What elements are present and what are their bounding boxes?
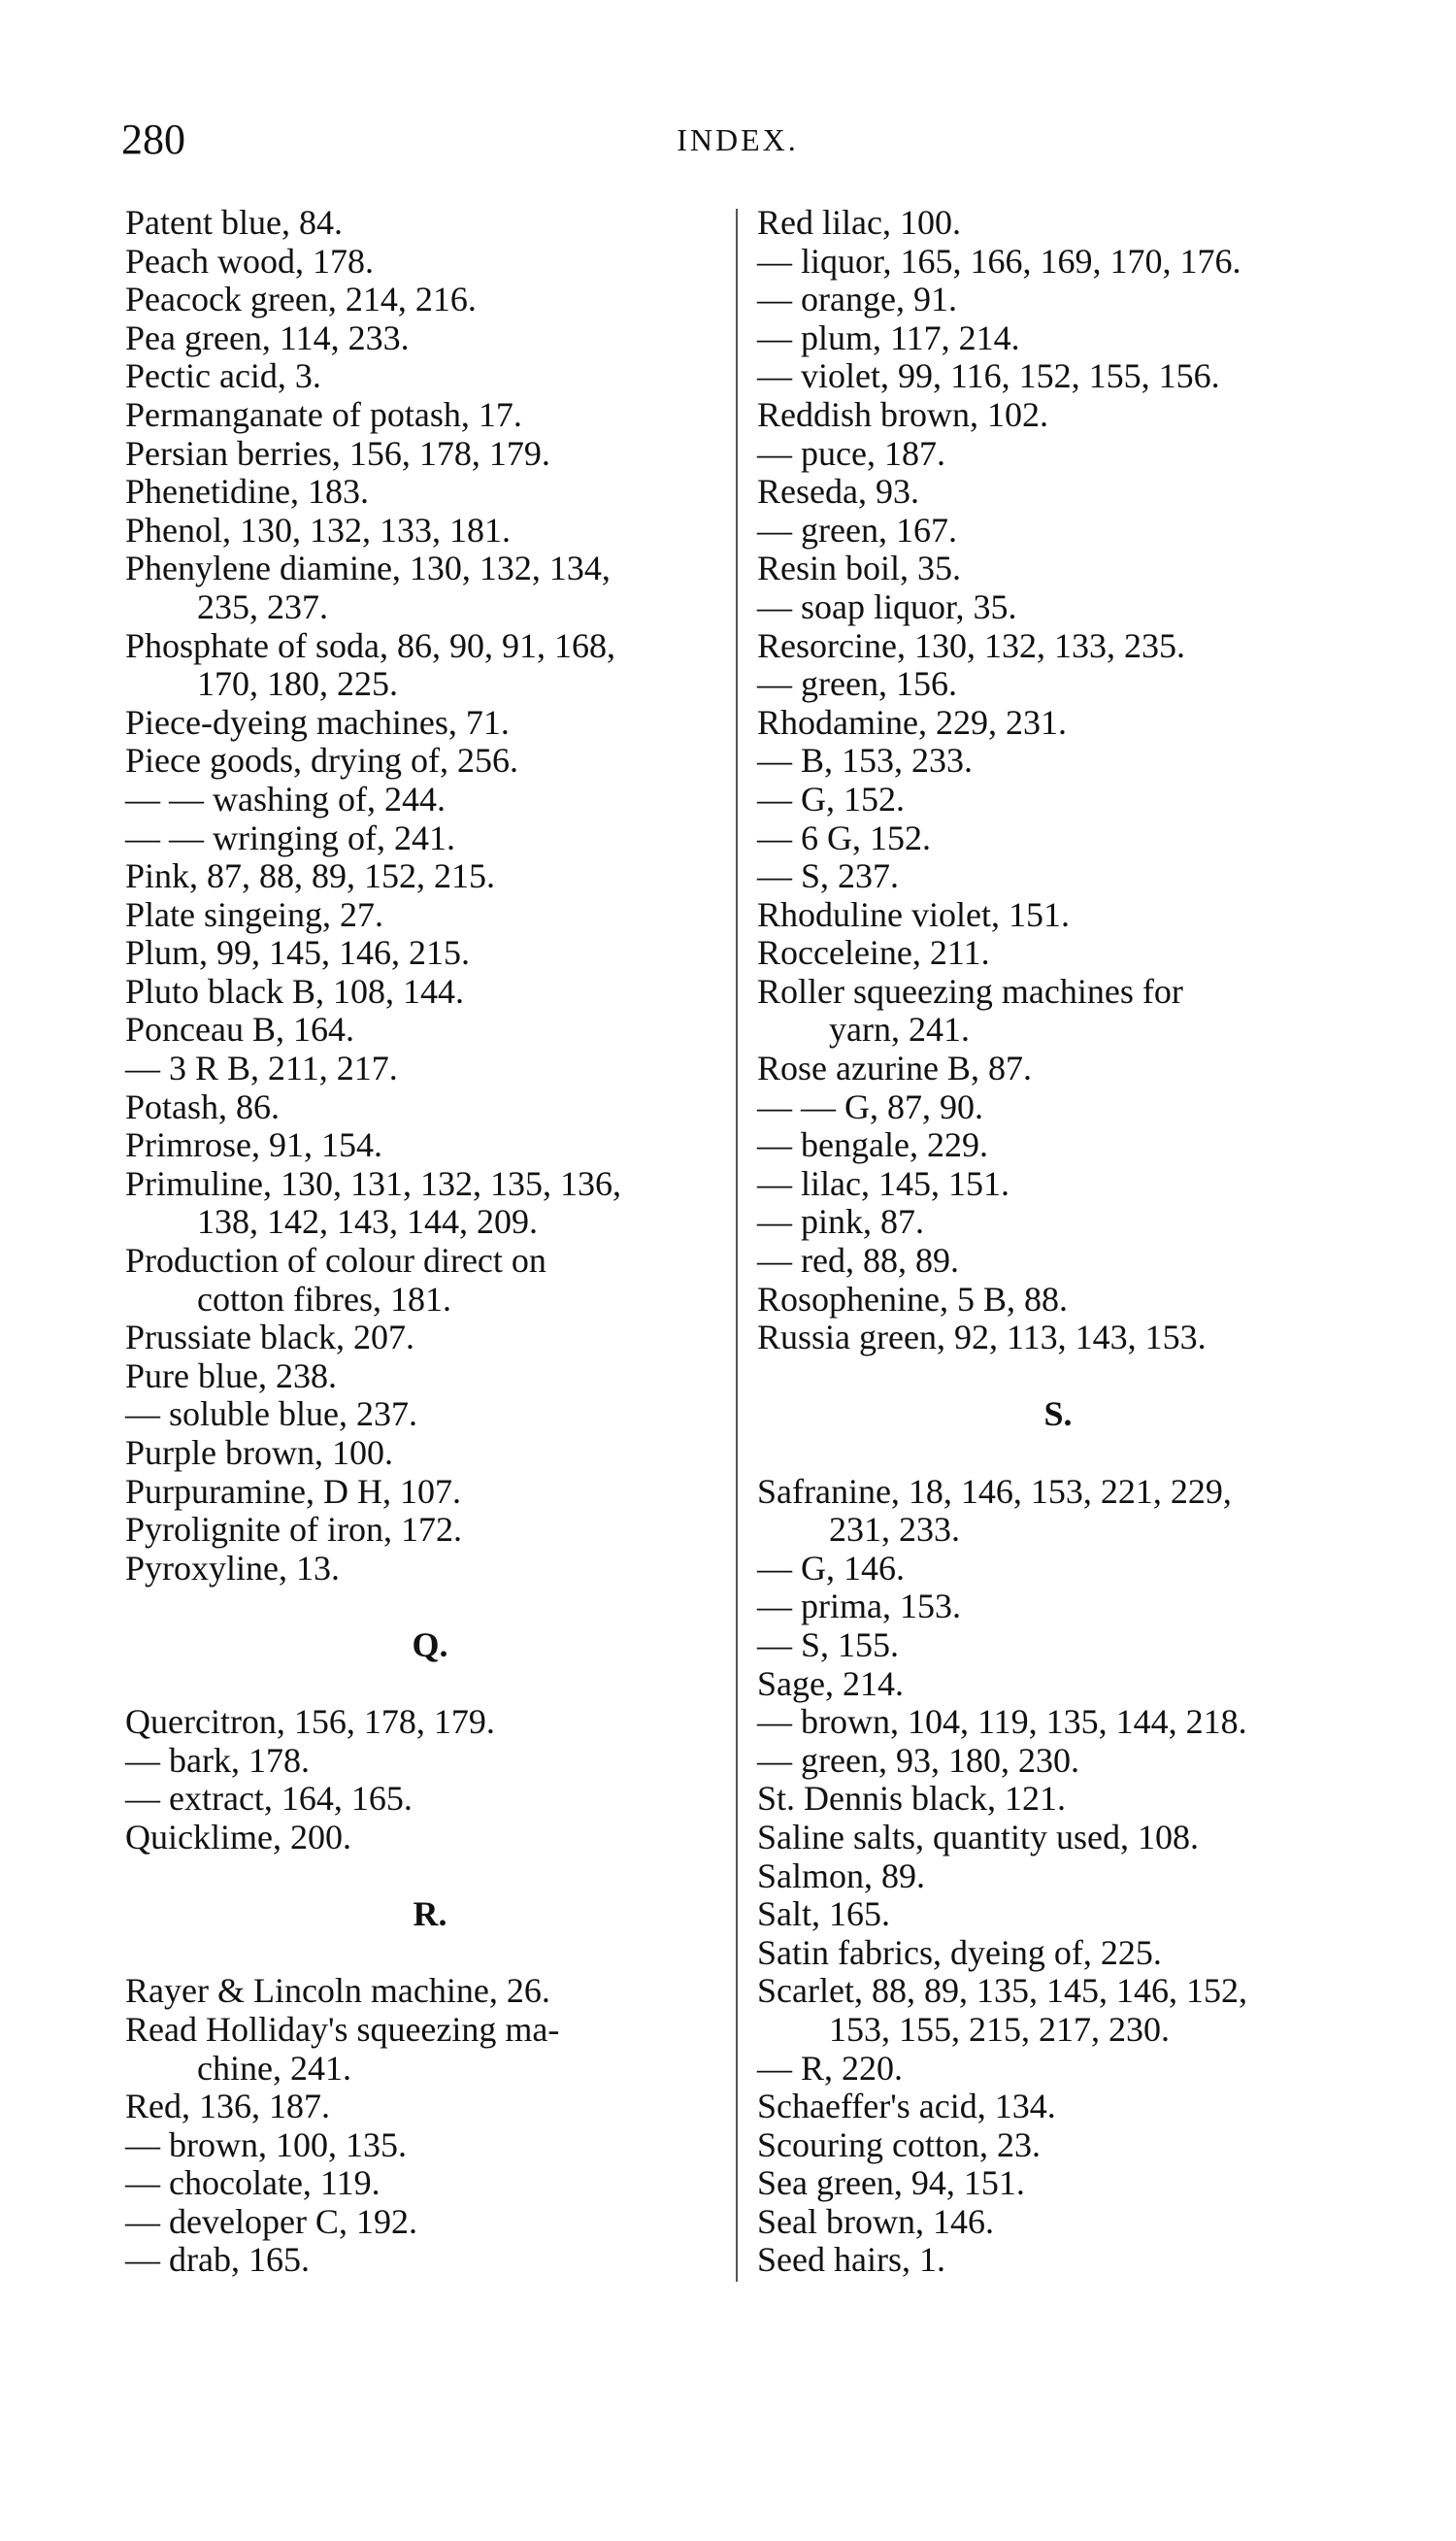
index-entry: Patent blue, 84. [125,203,343,242]
index-entry: — lilac, 145, 151. [757,1163,1009,1203]
index-entry: Ponceau B, 164. [125,1010,354,1050]
index-entry: Scouring cotton, 23. [757,2124,1041,2164]
index-entry: Plum, 99, 145, 146, 215. [125,933,471,973]
section-heading-s: S. [1043,1394,1073,1434]
index-entry: Safranine, 18, 146, 153, 221, 229, [757,1471,1232,1511]
index-entry: Read Holliday's squeezing ma- [125,2009,560,2049]
index-entry: — plum, 117, 214. [757,318,1020,357]
index-entry: — drab, 165. [125,2240,310,2280]
index-entry-justified [757,973,1359,1012]
index-entry: — S, 155. [757,1624,900,1664]
index-entry: Pectic acid, 3. [125,356,321,396]
index-entry-continuation: 153, 155, 215, 217, 230. [829,2009,1170,2049]
index-entry: — prima, 153. [757,1587,961,1626]
index-entry: Saline salts, quantity used, 108. [757,1817,1199,1856]
index-entry: — bengale, 229. [757,1125,988,1165]
index-entry: Scarlet, 88, 89, 135, 145, 146, 152, [757,1971,1247,2011]
page-number: 280 [121,116,185,163]
index-entry: Primrose, 91, 154. [125,1125,382,1165]
index-entry: Phenetidine, 183. [125,472,369,512]
right-column [757,204,1359,2280]
index-entry: — 6 G, 152. [757,818,931,857]
index-entry: Production of colour direct on [125,1241,546,1281]
section-heading-q: Q. [412,1624,448,1664]
index-entry: Plate singeing, 27. [125,894,383,934]
index-entry: — brown, 100, 135. [125,2124,407,2164]
index-entry: — bark, 178. [125,1740,310,1780]
index-entry: Resorcine, 130, 132, 133, 235. [757,625,1185,665]
index-entry: — — wringing of, 241. [125,818,455,857]
index-entry: Red, 136, 187. [125,2087,330,2126]
index-entry: Schaeffer's acid, 134. [757,2087,1056,2126]
index-entry: — red, 88, 89. [757,1241,959,1281]
index-entry: Satin fabrics, dyeing of, 225. [757,1932,1162,1972]
index-entry: — pink, 87. [757,1202,925,1242]
index-entry-continuation: 138, 142, 143, 144, 209. [197,1202,538,1242]
running-title: INDEX. [677,122,799,157]
index-entry: Russia green, 92, 113, 143, 153. [757,1318,1207,1357]
index-entry: — S, 237. [757,856,900,896]
index-entry: Seal brown, 146. [757,2201,994,2241]
index-entry: — R, 220. [757,2048,904,2088]
index-entry: — developer C, 192. [125,2201,417,2241]
index-entry: Prussiate black, 207. [125,1318,414,1357]
index-entry: — puce, 187. [757,433,945,473]
index-entry: Phosphate of soda, 86, 90, 91, 168, [125,625,615,665]
index-entry: Salmon, 89. [757,1856,926,1895]
index-entry: Sage, 214. [757,1663,904,1703]
index-entry: Quicklime, 200. [125,1817,351,1856]
index-entry: Seed hairs, 1. [757,2240,945,2280]
index-entry-continuation: 170, 180, 225. [197,664,398,704]
index-entry: Rhodamine, 229, 231. [757,702,1067,742]
index-entry: Purpuramine, D H, 107. [125,1471,461,1511]
index-entry: — extract, 164, 165. [125,1779,413,1819]
index-entry: Potash, 86. [125,1087,281,1126]
index-entry: Pluto black B, 108, 144. [125,971,464,1011]
index-entry-continuation: 231, 233. [829,1510,960,1550]
index-entry: — soluble blue, 237. [125,1394,417,1434]
index-entry: Permanganate of potash, 17. [125,394,522,434]
column-divider [736,209,738,2282]
index-entry: Salt, 165. [757,1894,891,1934]
index-entry: Red lilac, 100. [757,203,961,242]
index-entry: Pink, 87, 88, 89, 152, 215. [125,856,496,896]
section-heading-r: R. [413,1894,447,1934]
index-entry: Pure blue, 238. [125,1355,337,1395]
index-entry: Quercitron, 156, 178, 179. [125,1702,495,1742]
index-entry: — green, 167. [757,510,957,550]
index-entry: — 3 R B, 211, 217. [125,1049,398,1088]
index-entry: St. Dennis black, 121. [757,1779,1066,1819]
index-entry-continuation: cotton fibres, 181. [197,1279,451,1319]
index-entry: Piece-dyeing machines, 71. [125,702,510,742]
index-entry: — chocolate, 119. [125,2163,381,2203]
index-entry-continuation: chine, 241. [197,2048,351,2088]
index-entry: Rose azurine B, 87. [757,1049,1032,1088]
index-entry: Piece goods, drying of, 256. [125,741,518,781]
index-entry: — violet, 99, 116, 152, 155, 156. [757,356,1220,396]
index-entry: Rhoduline violet, 151. [757,894,1070,934]
index-entry: Peacock green, 214, 216. [125,280,477,319]
index-entry: Pea green, 114, 233. [125,318,410,357]
index-entry: Rocceleine, 211. [757,933,990,973]
index-entry-continuation: yarn, 241. [829,1010,970,1050]
index-entry: Phenol, 130, 132, 133, 181. [125,510,512,550]
index-entry-continuation: 235, 237. [197,586,328,626]
index-entry: Reddish brown, 102. [757,394,1048,434]
index-entry: — G, 146. [757,1548,905,1588]
index-entry: — — washing of, 244. [125,779,446,819]
index-entry: — soap liquor, 35. [757,586,1017,626]
index-entry: — — G, 87, 90. [757,1087,983,1126]
index-entry: Rayer & Lincoln machine, 26. [125,1971,550,2011]
index-entry: Phenylene diamine, 130, 132, 134, [125,549,611,588]
index-entry: Persian berries, 156, 178, 179. [125,433,550,473]
index-entry: — orange, 91. [757,280,957,319]
index-entry: Peach wood, 178. [125,241,374,281]
index-entry: Primuline, 130, 131, 132, 135, 136, [125,1163,621,1203]
left-column [125,204,735,2280]
index-entry: Reseda, 93. [757,472,919,512]
index-entry: — green, 93, 180, 230. [757,1740,1079,1780]
index-entry: Roller squeezing machines for [757,971,1183,1011]
index-entry: Rosophenine, 5 B, 88. [757,1279,1068,1319]
index-entry: Pyrolignite of iron, 172. [125,1510,462,1550]
index-entry: — B, 153, 233. [757,741,974,781]
index-entry: — liquor, 165, 166, 169, 170, 176. [757,241,1241,281]
index-entry: Purple brown, 100. [125,1433,393,1472]
index-entry: — brown, 104, 119, 135, 144, 218. [757,1702,1247,1742]
index-entry: — G, 152. [757,779,905,819]
index-entry: — green, 156. [757,664,957,704]
index-entry: Resin boil, 35. [757,549,962,588]
index-entry: Sea green, 94, 151. [757,2163,1025,2203]
index-entry: Pyroxyline, 13. [125,1548,340,1588]
page-header [121,115,1354,173]
